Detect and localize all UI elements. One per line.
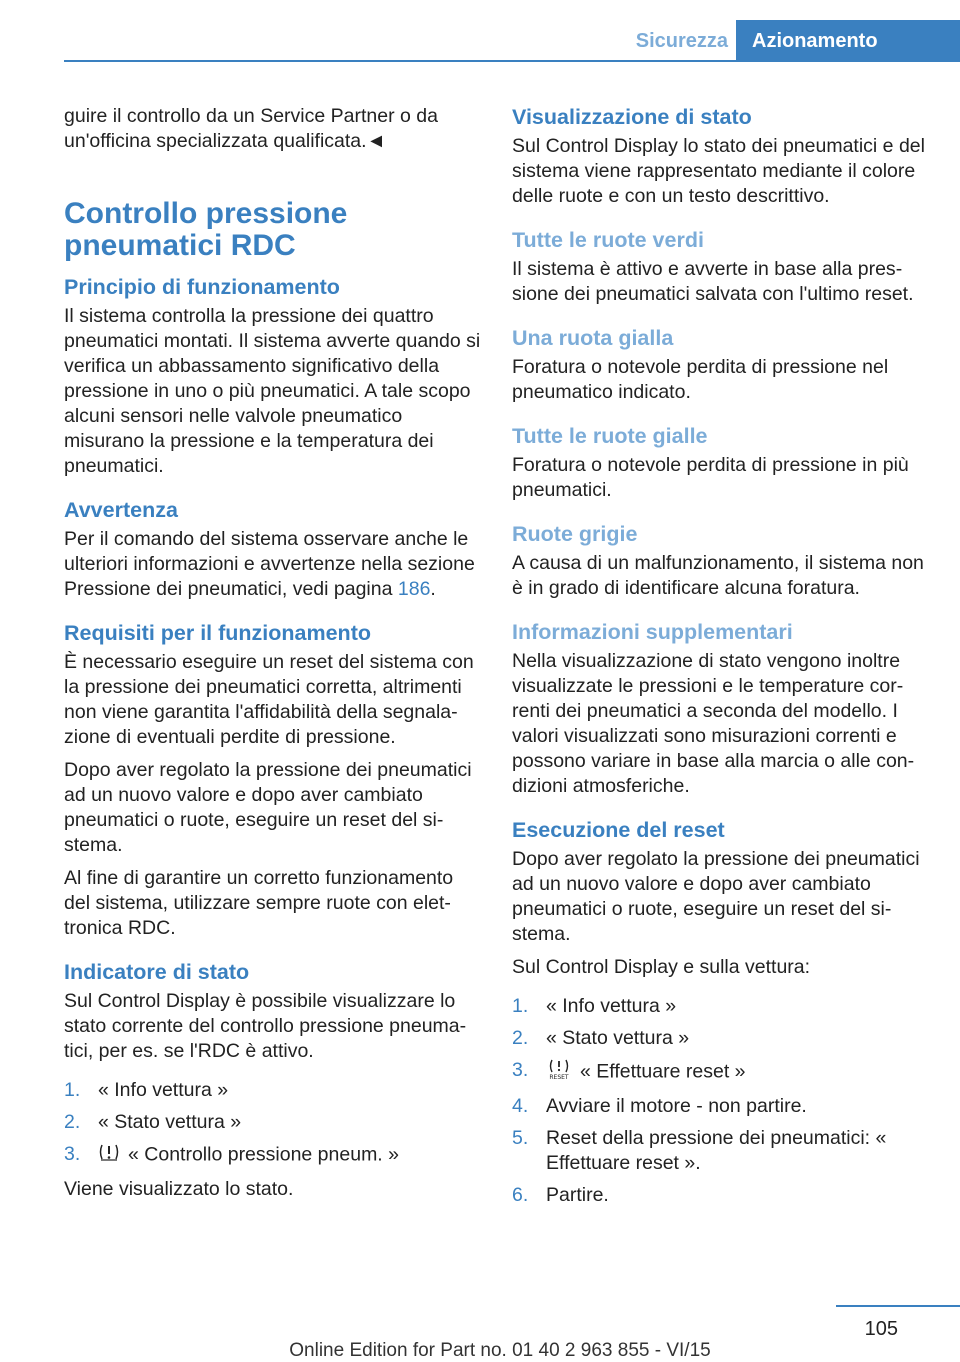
list-item [64, 1142, 484, 1169]
step-number: 3. [64, 1143, 81, 1165]
list-item [512, 1126, 932, 1176]
step-number: 4. [512, 1095, 529, 1117]
all-green-heading: Tutte le ruote verdi [512, 228, 704, 252]
step-text: « Stato vettura » [98, 1111, 242, 1133]
principle-heading: Principio di funzionamento [64, 275, 340, 299]
status-indicator-text: Sul Control Display è possibile visualizzare lo stato corrente del controllo pressione pneumatici, per es. se l'RDC è attivo. [64, 990, 467, 1062]
list-item [512, 1058, 932, 1087]
header-rule [64, 60, 960, 62]
step-text: « Info vettura » [98, 1079, 229, 1101]
principle-text: Il sistema controlla la pressione dei quattro pneumatici montati. Il sistema avverte quando si verifica un abbassamento significativo della pressione in uno o più pneumatici. A tale scopo alcuni sensori nelle valvole pneumatico misurano la pressione e la temperatura dei pneumatici. [64, 305, 481, 477]
additional-info-heading: Informazioni supplementari [512, 620, 793, 644]
step-text: « Stato vettura » [546, 1027, 690, 1049]
step-number: 2. [512, 1027, 529, 1049]
warning-text-end: . [430, 578, 436, 600]
grey-wheels-heading: Ruote grigie [512, 522, 638, 546]
step-text: « Info vettura » [546, 995, 677, 1017]
list-item [64, 1078, 484, 1103]
intro-text: guire il controllo da un Service Partner o da un'officina specializzata qualificata.◄ [64, 105, 438, 152]
header-section-label: Sicurezza [635, 30, 728, 52]
additional-info-text: Nella visualizzazione di stato vengono inoltre visualizzate le pressioni e le temperature correnti dei pneumatici a seconda del modello. I valori visualizzati sono misurazioni correnti e possono variare in base alla marcia o alle condizioni atmosferiche. [512, 650, 915, 797]
warning-heading: Avvertenza [64, 498, 178, 522]
step-number: 1. [64, 1079, 81, 1101]
visualization-heading: Visualizzazione di stato [512, 105, 752, 129]
list-item [512, 1026, 932, 1051]
reset-heading: Esecuzione del reset [512, 818, 725, 842]
page-link[interactable]: 186 [397, 578, 431, 600]
one-yellow-text: Foratura o notevole perdita di pressione nel pneumatico indicato. [512, 356, 889, 403]
step-text: Reset della pressione dei pneumatici: « Effettuare reset ». [546, 1127, 887, 1174]
requirements-text-1: È necessario eseguire un reset del sistema con la pressione dei pneumatici corretta, altrimenti non viene garantita l'affidabilità della segnalazione di eventuali perdite di pressione. [64, 651, 474, 748]
all-yellow-heading: Tutte le ruote gialle [512, 424, 708, 448]
requirements-heading: Requisiti per il funzionamento [64, 621, 371, 645]
reset-icon-label: RESET [549, 1074, 569, 1080]
requirements-text-3: Al fine di garantire un corretto funzionamento del sistema, utilizzare sempre ruote con elettronica RDC. [64, 867, 454, 939]
all-green-text: Il sistema è attivo e avverte in base alla pressione dei pneumatici salvata con l'ultimo reset. [512, 258, 914, 305]
step-number: 1. [512, 995, 529, 1017]
reset-text-1: Dopo aver regolato la pressione dei pneumatici ad un nuovo valore e dopo aver cambiato pneumatici o ruote, eseguire un reset del sistema. [512, 848, 920, 945]
warning-text [64, 527, 484, 602]
outro-text: Viene visualizzato lo stato. [64, 1178, 294, 1200]
tire-pressure-warning-icon [98, 1142, 120, 1169]
step-number: 6. [512, 1184, 529, 1206]
warning-text-body: Per il comando del sistema osservare anche le ulteriori informazioni e avvertenze nella sezione Pressione dei pneumatici, vedi pagina [64, 528, 475, 600]
step-number: 2. [64, 1111, 81, 1133]
page-number: 105 [864, 1318, 898, 1340]
list-item [512, 994, 932, 1019]
left-column [64, 104, 484, 1210]
step-number: 5. [512, 1127, 529, 1149]
one-yellow-heading: Una ruota gialla [512, 326, 674, 350]
status-steps-list [64, 1078, 484, 1169]
visualization-text: Sul Control Display lo stato dei pneumatici e del sistema viene rappresentato mediante il colore delle ruote e con un testo descrittivo. [512, 135, 925, 207]
list-item [64, 1110, 484, 1135]
step-text: Partire. [546, 1184, 609, 1206]
edition-note: Online Edition for Part no. 01 40 2 963 855 - VI/15 [289, 1340, 711, 1361]
section-title: Controllo pressione pneumatici RDC [64, 197, 348, 262]
reset-text-2: Sul Control Display e sulla vettura: [512, 956, 811, 978]
step-text: « Effettuare reset » [580, 1060, 746, 1083]
all-yellow-text: Foratura o notevole perdita di pressione in più pneumatici. [512, 454, 909, 501]
list-item [512, 1183, 932, 1208]
step-number: 3. [512, 1059, 529, 1081]
footer-rule [836, 1305, 960, 1307]
grey-wheels-text: A causa di un malfunzionamento, il sistema non è in grado di identificare alcuna foratura. [512, 552, 924, 599]
header-active-tab: Azionamento [736, 20, 960, 62]
tire-reset-icon [546, 1058, 572, 1087]
step-text: « Controllo pressione pneum. » [128, 1143, 399, 1166]
step-text: Avviare il motore - non partire. [546, 1095, 807, 1117]
status-indicator-heading: Indicatore di stato [64, 960, 250, 984]
list-item [512, 1094, 932, 1119]
right-column [512, 104, 932, 1216]
requirements-text-2: Dopo aver regolato la pressione dei pneumatici ad un nuovo valore e dopo aver cambiato pneumatici o ruote, eseguire un reset del sistema. [64, 759, 472, 856]
reset-steps-list [512, 994, 932, 1208]
